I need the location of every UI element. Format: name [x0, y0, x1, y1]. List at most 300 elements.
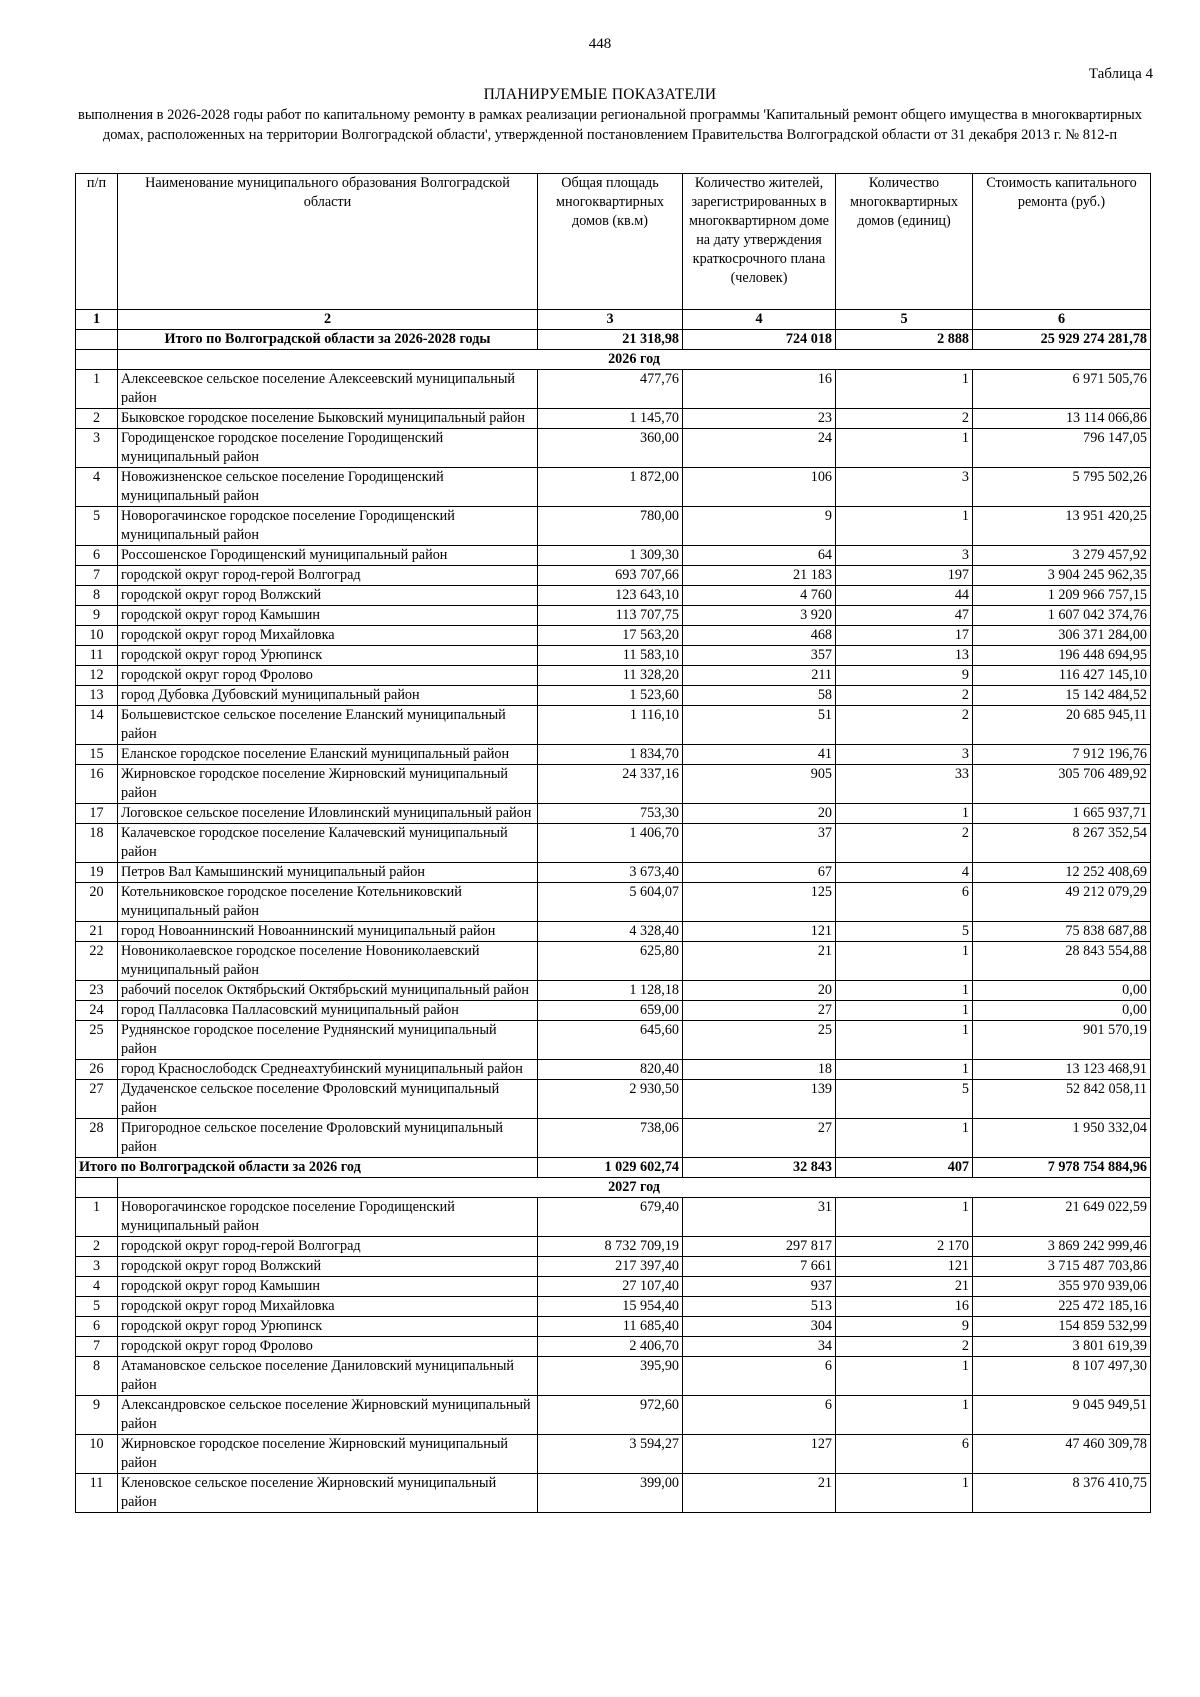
grand-total-residents: 724 018 — [683, 330, 836, 350]
area-value: 217 397,40 — [538, 1257, 683, 1277]
table-label: Таблица 4 — [1088, 66, 1153, 82]
residents-value: 106 — [683, 468, 836, 507]
houses-value: 3 — [836, 745, 973, 765]
table-row — [76, 1237, 1151, 1257]
indicators-table — [75, 173, 1151, 1513]
grand-total-label: Итого по Волгоградской области за 2026-2028 годы — [118, 330, 538, 350]
row-number: 26 — [76, 1060, 118, 1080]
municipality-name: городской округ город Урюпинск — [118, 1317, 538, 1337]
residents-value: 23 — [683, 409, 836, 429]
table-row — [76, 1021, 1151, 1060]
residents-value: 20 — [683, 981, 836, 1001]
cost-value: 306 371 284,00 — [973, 626, 1151, 646]
table-row — [76, 468, 1151, 507]
table-row — [76, 706, 1151, 745]
municipality-name: Атамановское сельское поселение Даниловский муниципальный район — [118, 1357, 538, 1396]
residents-value: 211 — [683, 666, 836, 686]
cost-value: 1 607 042 374,76 — [973, 606, 1151, 626]
table-row — [76, 1435, 1151, 1474]
residents-value: 7 661 — [683, 1257, 836, 1277]
area-value: 395,90 — [538, 1357, 683, 1396]
residents-value: 41 — [683, 745, 836, 765]
row-number: 14 — [76, 706, 118, 745]
houses-value: 121 — [836, 1257, 973, 1277]
row-number: 6 — [76, 546, 118, 566]
cost-value: 9 045 949,51 — [973, 1396, 1151, 1435]
table-row — [76, 1119, 1151, 1158]
cost-value: 12 252 408,69 — [973, 863, 1151, 883]
residents-value: 21 — [683, 942, 836, 981]
cost-value: 3 801 619,39 — [973, 1337, 1151, 1357]
area-value: 1 872,00 — [538, 468, 683, 507]
residents-value: 139 — [683, 1080, 836, 1119]
cost-value: 49 212 079,29 — [973, 883, 1151, 922]
area-value: 972,60 — [538, 1396, 683, 1435]
area-value: 1 406,70 — [538, 824, 683, 863]
houses-value: 47 — [836, 606, 973, 626]
residents-value: 31 — [683, 1198, 836, 1237]
municipality-name: городской округ город Волжский — [118, 1257, 538, 1277]
area-value: 11 328,20 — [538, 666, 683, 686]
municipality-name: город Новоаннинский Новоаннинский муниципальный район — [118, 922, 538, 942]
municipality-name: городской округ город-герой Волгоград — [118, 566, 538, 586]
municipality-name: Жирновское городское поселение Жирновский муниципальный район — [118, 1435, 538, 1474]
row-number: 16 — [76, 765, 118, 804]
year-header-row — [76, 350, 1151, 370]
municipality-name: Котельниковское городское поселение Котельниковский муниципальный район — [118, 883, 538, 922]
table-header-row — [76, 174, 1151, 310]
row-number: 18 — [76, 824, 118, 863]
area-value: 1 309,30 — [538, 546, 683, 566]
municipality-name: городской округ город-герой Волгоград — [118, 1237, 538, 1257]
table-row — [76, 1198, 1151, 1237]
cost-value: 75 838 687,88 — [973, 922, 1151, 942]
area-value: 4 328,40 — [538, 922, 683, 942]
row-number: 20 — [76, 883, 118, 922]
row-number: 5 — [76, 507, 118, 546]
houses-value: 1 — [836, 1060, 973, 1080]
header-cost: Стоимость капитального ремонта (руб.) — [973, 174, 1151, 310]
grand-total-houses: 2 888 — [836, 330, 973, 350]
houses-value: 1 — [836, 942, 973, 981]
grand-total-area: 21 318,98 — [538, 330, 683, 350]
cost-value: 0,00 — [973, 1001, 1151, 1021]
cost-value: 5 795 502,26 — [973, 468, 1151, 507]
cost-value: 8 107 497,30 — [973, 1357, 1151, 1396]
houses-value: 1 — [836, 429, 973, 468]
year-total-area: 1 029 602,74 — [538, 1158, 683, 1178]
row-number: 3 — [76, 429, 118, 468]
year-total-label: Итого по Волгоградской области за 2026 год — [76, 1158, 538, 1178]
municipality-name: городской округ город Камышин — [118, 606, 538, 626]
municipality-name: городской округ город Камышин — [118, 1277, 538, 1297]
table-row — [76, 646, 1151, 666]
residents-value: 127 — [683, 1435, 836, 1474]
area-value: 24 337,16 — [538, 765, 683, 804]
row-number: 10 — [76, 1435, 118, 1474]
residents-value: 905 — [683, 765, 836, 804]
houses-value: 1 — [836, 804, 973, 824]
houses-value: 44 — [836, 586, 973, 606]
header-houses: Количество многоквартирных домов (единиц) — [836, 174, 973, 310]
page-number: 448 — [588, 36, 612, 52]
table-row — [76, 824, 1151, 863]
row-number: 3 — [76, 1257, 118, 1277]
table-body — [76, 330, 1151, 1513]
cost-value: 7 912 196,76 — [973, 745, 1151, 765]
table-row — [76, 1297, 1151, 1317]
row-number: 2 — [76, 1237, 118, 1257]
municipality-name: город Дубовка Дубовский муниципальный район — [118, 686, 538, 706]
houses-value: 2 — [836, 824, 973, 863]
residents-value: 27 — [683, 1119, 836, 1158]
row-number: 5 — [76, 1297, 118, 1317]
year-spacer — [76, 350, 118, 370]
column-numbers-row — [76, 310, 1151, 330]
area-value: 1 523,60 — [538, 686, 683, 706]
houses-value: 1 — [836, 1119, 973, 1158]
area-value: 11 685,40 — [538, 1317, 683, 1337]
cost-value: 8 376 410,75 — [973, 1474, 1151, 1513]
row-number: 4 — [76, 1277, 118, 1297]
row-number: 17 — [76, 804, 118, 824]
row-number: 15 — [76, 745, 118, 765]
area-value: 1 128,18 — [538, 981, 683, 1001]
municipality-name: городской округ город Фролово — [118, 666, 538, 686]
residents-value: 468 — [683, 626, 836, 646]
residents-value: 20 — [683, 804, 836, 824]
houses-value: 1 — [836, 1396, 973, 1435]
row-number: 28 — [76, 1119, 118, 1158]
houses-value: 1 — [836, 981, 973, 1001]
area-value: 8 732 709,19 — [538, 1237, 683, 1257]
row-number: 12 — [76, 666, 118, 686]
houses-value: 4 — [836, 863, 973, 883]
cost-value: 901 570,19 — [973, 1021, 1151, 1060]
residents-value: 297 817 — [683, 1237, 836, 1257]
table-row — [76, 1080, 1151, 1119]
area-value: 27 107,40 — [538, 1277, 683, 1297]
municipality-name: городской округ город Фролово — [118, 1337, 538, 1357]
houses-value: 13 — [836, 646, 973, 666]
municipality-name: Новожизненское сельское поселение Городищенский муниципальный район — [118, 468, 538, 507]
table-row — [76, 942, 1151, 981]
header-municipality: Наименование муниципального образования Волгоградской области — [118, 174, 538, 310]
houses-value: 21 — [836, 1277, 973, 1297]
table-row — [76, 507, 1151, 546]
municipality-name: город Палласовка Палласовский муниципальный район — [118, 1001, 538, 1021]
row-number: 4 — [76, 468, 118, 507]
municipality-name: город Краснослободск Среднеахтубинский муниципальный район — [118, 1060, 538, 1080]
area-value: 477,76 — [538, 370, 683, 409]
cost-value: 1 950 332,04 — [973, 1119, 1151, 1158]
residents-value: 58 — [683, 686, 836, 706]
cost-value: 0,00 — [973, 981, 1151, 1001]
year-total-houses: 407 — [836, 1158, 973, 1178]
table-row — [76, 429, 1151, 468]
area-value: 1 834,70 — [538, 745, 683, 765]
residents-value: 27 — [683, 1001, 836, 1021]
residents-value: 513 — [683, 1297, 836, 1317]
table-row — [76, 863, 1151, 883]
municipality-name: городской округ город Волжский — [118, 586, 538, 606]
residents-value: 67 — [683, 863, 836, 883]
area-value: 3 594,27 — [538, 1435, 683, 1474]
table-row — [76, 666, 1151, 686]
municipality-name: рабочий поселок Октябрьский Октябрьский муниципальный район — [118, 981, 538, 1001]
cost-value: 116 427 145,10 — [973, 666, 1151, 686]
residents-value: 3 920 — [683, 606, 836, 626]
houses-value: 17 — [836, 626, 973, 646]
row-number: 7 — [76, 566, 118, 586]
table-row — [76, 686, 1151, 706]
area-value: 123 643,10 — [538, 586, 683, 606]
municipality-name: Быковское городское поселение Быковский муниципальный район — [118, 409, 538, 429]
residents-value: 121 — [683, 922, 836, 942]
houses-value: 197 — [836, 566, 973, 586]
residents-value: 125 — [683, 883, 836, 922]
table-row — [76, 1357, 1151, 1396]
area-value: 17 563,20 — [538, 626, 683, 646]
cost-value: 1 665 937,71 — [973, 804, 1151, 824]
area-value: 753,30 — [538, 804, 683, 824]
cost-value: 1 209 966 757,15 — [973, 586, 1151, 606]
cost-value: 305 706 489,92 — [973, 765, 1151, 804]
grand-total-cost: 25 929 274 281,78 — [973, 330, 1151, 350]
area-value: 738,06 — [538, 1119, 683, 1158]
houses-value: 2 — [836, 1337, 973, 1357]
document-title: ПЛАНИРУЕМЫЕ ПОКАЗАТЕЛИ — [483, 86, 717, 103]
row-number: 27 — [76, 1080, 118, 1119]
cost-value: 3 715 487 703,86 — [973, 1257, 1151, 1277]
cost-value: 20 685 945,11 — [973, 706, 1151, 745]
column-number: 6 — [973, 310, 1151, 330]
houses-value: 2 — [836, 686, 973, 706]
table-row — [76, 546, 1151, 566]
cost-value: 13 114 066,86 — [973, 409, 1151, 429]
area-value: 113 707,75 — [538, 606, 683, 626]
residents-value: 9 — [683, 507, 836, 546]
cost-value: 13 123 468,91 — [973, 1060, 1151, 1080]
residents-value: 6 — [683, 1396, 836, 1435]
municipality-name: Новорогачинское городское поселение Городищенский муниципальный район — [118, 1198, 538, 1237]
area-value: 2 406,70 — [538, 1337, 683, 1357]
cost-value: 52 842 058,11 — [973, 1080, 1151, 1119]
houses-value: 16 — [836, 1297, 973, 1317]
area-value: 820,40 — [538, 1060, 683, 1080]
houses-value: 1 — [836, 1001, 973, 1021]
table-row — [76, 1257, 1151, 1277]
municipality-name: Логовское сельское поселение Иловлинский муниципальный район — [118, 804, 538, 824]
column-number: 1 — [76, 310, 118, 330]
area-value: 2 930,50 — [538, 1080, 683, 1119]
area-value: 399,00 — [538, 1474, 683, 1513]
houses-value: 3 — [836, 546, 973, 566]
row-number: 24 — [76, 1001, 118, 1021]
row-number: 7 — [76, 1337, 118, 1357]
table-row — [76, 626, 1151, 646]
table-row — [76, 1001, 1151, 1021]
residents-value: 16 — [683, 370, 836, 409]
houses-value: 6 — [836, 883, 973, 922]
column-number: 5 — [836, 310, 973, 330]
area-value: 780,00 — [538, 507, 683, 546]
table-row — [76, 1277, 1151, 1297]
houses-value: 1 — [836, 1021, 973, 1060]
cost-value: 13 951 420,25 — [973, 507, 1151, 546]
municipality-name: Александровское сельское поселение Жирновский муниципальный район — [118, 1396, 538, 1435]
cost-value: 796 147,05 — [973, 429, 1151, 468]
header-residents: Количество жителей, зарегистрированных в многоквартирном доме на дату утверждения краткосрочного плана (человек) — [683, 174, 836, 310]
table-row — [76, 765, 1151, 804]
municipality-name: городской округ город Урюпинск — [118, 646, 538, 666]
cost-value: 21 649 022,59 — [973, 1198, 1151, 1237]
table-row — [76, 1337, 1151, 1357]
houses-value: 2 — [836, 706, 973, 745]
row-number: 22 — [76, 942, 118, 981]
residents-value: 4 760 — [683, 586, 836, 606]
row-number: 13 — [76, 686, 118, 706]
row-number: 2 — [76, 409, 118, 429]
houses-value: 2 — [836, 409, 973, 429]
houses-value: 5 — [836, 1080, 973, 1119]
year-spacer — [76, 1178, 118, 1198]
residents-value: 34 — [683, 1337, 836, 1357]
residents-value: 6 — [683, 1357, 836, 1396]
row-number: 1 — [76, 370, 118, 409]
cost-value: 196 448 694,95 — [973, 646, 1151, 666]
houses-value: 1 — [836, 1474, 973, 1513]
cost-value: 47 460 309,78 — [973, 1435, 1151, 1474]
residents-value: 51 — [683, 706, 836, 745]
residents-value: 24 — [683, 429, 836, 468]
document-subtitle: выполнения в 2026-2028 годы работ по капитальному ремонту в рамках реализации региональной программы 'Капитальный ремонт общего имущества в многоквартирных домах, расположенных на территории Волгоградской области', утвержденной постановлением Правительства Волгоградской области от 31 декабря 2013 г. № 812-п — [77, 107, 1143, 143]
municipality-name: Новорогачинское городское поселение Городищенский муниципальный район — [118, 507, 538, 546]
residents-value: 21 183 — [683, 566, 836, 586]
year-total-residents: 32 843 — [683, 1158, 836, 1178]
area-value: 360,00 — [538, 429, 683, 468]
year-label: 2026 год — [118, 350, 1151, 370]
houses-value: 9 — [836, 1317, 973, 1337]
houses-value: 1 — [836, 1357, 973, 1396]
houses-value: 1 — [836, 370, 973, 409]
row-number: 11 — [76, 1474, 118, 1513]
row-number: 21 — [76, 922, 118, 942]
table-row — [76, 370, 1151, 409]
cost-value: 3 279 457,92 — [973, 546, 1151, 566]
municipality-name: городской округ город Михайловка — [118, 626, 538, 646]
residents-value: 25 — [683, 1021, 836, 1060]
row-number: 6 — [76, 1317, 118, 1337]
municipality-name: Дудаченское сельское поселение Фроловский муниципальный район — [118, 1080, 538, 1119]
municipality-name: Пригородное сельское поселение Фроловский муниципальный район — [118, 1119, 538, 1158]
table-row — [76, 606, 1151, 626]
municipality-name: городской округ город Михайловка — [118, 1297, 538, 1317]
area-value: 679,40 — [538, 1198, 683, 1237]
area-value: 3 673,40 — [538, 863, 683, 883]
grand-total-row — [76, 330, 1151, 350]
houses-value: 6 — [836, 1435, 973, 1474]
year-total-cost: 7 978 754 884,96 — [973, 1158, 1151, 1178]
houses-value: 1 — [836, 507, 973, 546]
municipality-name: Еланское городское поселение Еланский муниципальный район — [118, 745, 538, 765]
houses-value: 1 — [836, 1198, 973, 1237]
row-number: 9 — [76, 606, 118, 626]
header-number: п/п — [76, 174, 118, 310]
area-value: 1 145,70 — [538, 409, 683, 429]
table-row — [76, 1474, 1151, 1513]
area-value: 1 116,10 — [538, 706, 683, 745]
area-value: 625,80 — [538, 942, 683, 981]
cost-value: 28 843 554,88 — [973, 942, 1151, 981]
table-row — [76, 586, 1151, 606]
residents-value: 18 — [683, 1060, 836, 1080]
houses-value: 9 — [836, 666, 973, 686]
row-number: 11 — [76, 646, 118, 666]
municipality-name: Калачевское городское поселение Калачевский муниципальный район — [118, 824, 538, 863]
houses-value: 2 170 — [836, 1237, 973, 1257]
row-number: 10 — [76, 626, 118, 646]
cost-value: 8 267 352,54 — [973, 824, 1151, 863]
table-row — [76, 566, 1151, 586]
municipality-name: Россошенское Городищенский муниципальный район — [118, 546, 538, 566]
municipality-name: Жирновское городское поселение Жирновский муниципальный район — [118, 765, 538, 804]
row-number: 9 — [76, 1396, 118, 1435]
table-row — [76, 745, 1151, 765]
table-row — [76, 1396, 1151, 1435]
municipality-name: Большевистское сельское поселение Еланский муниципальный район — [118, 706, 538, 745]
municipality-name: Руднянское городское поселение Руднянский муниципальный район — [118, 1021, 538, 1060]
municipality-name: Кленовское сельское поселение Жирновский муниципальный район — [118, 1474, 538, 1513]
houses-value: 5 — [836, 922, 973, 942]
column-number: 4 — [683, 310, 836, 330]
table-row — [76, 1060, 1151, 1080]
table-row — [76, 922, 1151, 942]
row-number: 8 — [76, 1357, 118, 1396]
residents-value: 37 — [683, 824, 836, 863]
municipality-name: Новониколаевское городское поселение Новониколаевский муниципальный район — [118, 942, 538, 981]
area-value: 11 583,10 — [538, 646, 683, 666]
cost-value: 355 970 939,06 — [973, 1277, 1151, 1297]
table-row — [76, 409, 1151, 429]
municipality-name: Петров Вал Камышинский муниципальный район — [118, 863, 538, 883]
row-number: 19 — [76, 863, 118, 883]
area-value: 5 604,07 — [538, 883, 683, 922]
cost-value: 15 142 484,52 — [973, 686, 1151, 706]
residents-value: 21 — [683, 1474, 836, 1513]
table-row — [76, 804, 1151, 824]
table-row — [76, 883, 1151, 922]
cost-value: 225 472 185,16 — [973, 1297, 1151, 1317]
cost-value: 6 971 505,76 — [973, 370, 1151, 409]
header-area: Общая площадь многоквартирных домов (кв.м) — [538, 174, 683, 310]
column-number: 3 — [538, 310, 683, 330]
residents-value: 937 — [683, 1277, 836, 1297]
column-number: 2 — [118, 310, 538, 330]
row-number: 1 — [76, 1198, 118, 1237]
houses-value: 3 — [836, 468, 973, 507]
area-value: 693 707,66 — [538, 566, 683, 586]
area-value: 659,00 — [538, 1001, 683, 1021]
residents-value: 304 — [683, 1317, 836, 1337]
area-value: 645,60 — [538, 1021, 683, 1060]
municipality-name: Алексеевское сельское поселение Алексеевский муниципальный район — [118, 370, 538, 409]
year-header-row — [76, 1178, 1151, 1198]
table-row — [76, 981, 1151, 1001]
municipality-name: Городищенское городское поселение Городищенский муниципальный район — [118, 429, 538, 468]
cost-value: 3 904 245 962,35 — [973, 566, 1151, 586]
year-label: 2027 год — [118, 1178, 1151, 1198]
